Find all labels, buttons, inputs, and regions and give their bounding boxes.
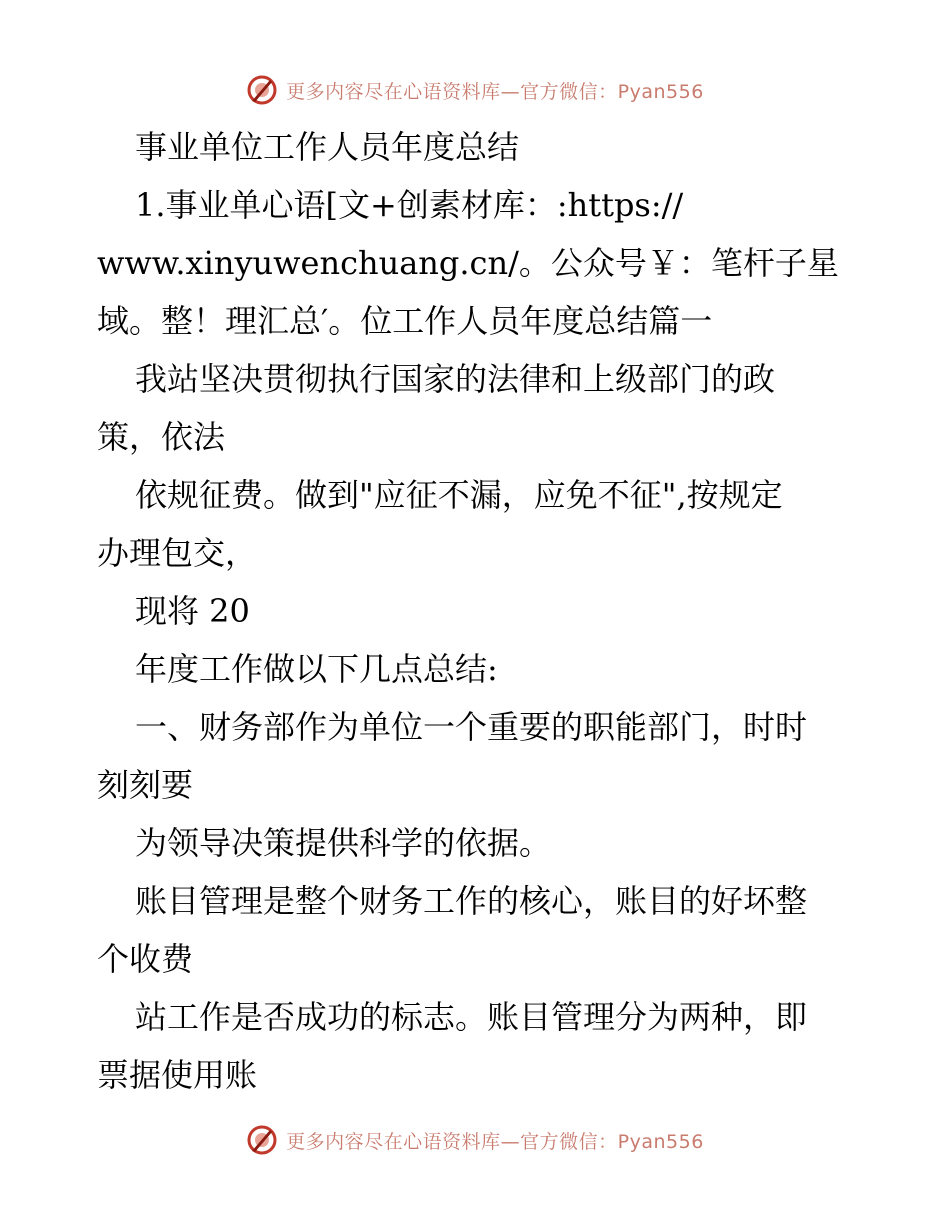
header-banner <box>0 70 950 110</box>
paragraph-line: 票据使用账 <box>97 1056 258 1094</box>
paragraph-line: 一、财务部作为单位一个重要的职能部门，时时 <box>135 708 808 746</box>
paragraph-line: www.xinyuwenchuang.cn/。公众号￥：笔杆子星 <box>97 244 839 282</box>
paragraph-line: 依规征费。做到"应征不漏，应免不征",按规定 <box>135 476 783 514</box>
paragraph-line: 办理包交， <box>97 534 258 572</box>
paragraph-line: 我站坚决贯彻执行国家的法律和上级部门的政 <box>135 360 776 398</box>
paragraph-line: 个收费 <box>97 940 194 978</box>
paragraph-line: 站工作是否成功的标志。账目管理分为两种，即 <box>135 998 808 1036</box>
document-body <box>97 118 857 1104</box>
header-text: 更多内容尽在心语资料库—官方微信：Pyan556 <box>286 80 704 103</box>
paragraph-line: 账目管理是整个财务工作的核心，账目的好坏整 <box>135 882 808 920</box>
footer-text: 更多内容尽在心语资料库—官方微信：Pyan556 <box>286 1130 704 1153</box>
quill-seal-icon <box>246 74 278 106</box>
paragraph-line: 1.事业单心语[文+创素材库：:https:// <box>135 186 684 224</box>
paragraph-line: 为领导决策提供科学的依据。 <box>135 824 552 862</box>
paragraph-line: 域。整！理汇总′。位工作人员年度总结篇一 <box>97 302 713 340</box>
paragraph-line: 刻刻要 <box>97 766 194 804</box>
quill-seal-icon <box>246 1124 278 1156</box>
document-title: 事业单位工作人员年度总结 <box>135 128 520 166</box>
paragraph-line: 年度工作做以下几点总结: <box>135 650 498 688</box>
paragraph-line: 策，依法 <box>97 418 226 456</box>
footer-banner <box>0 1120 950 1160</box>
paragraph-line: 现将 20 <box>135 592 250 630</box>
